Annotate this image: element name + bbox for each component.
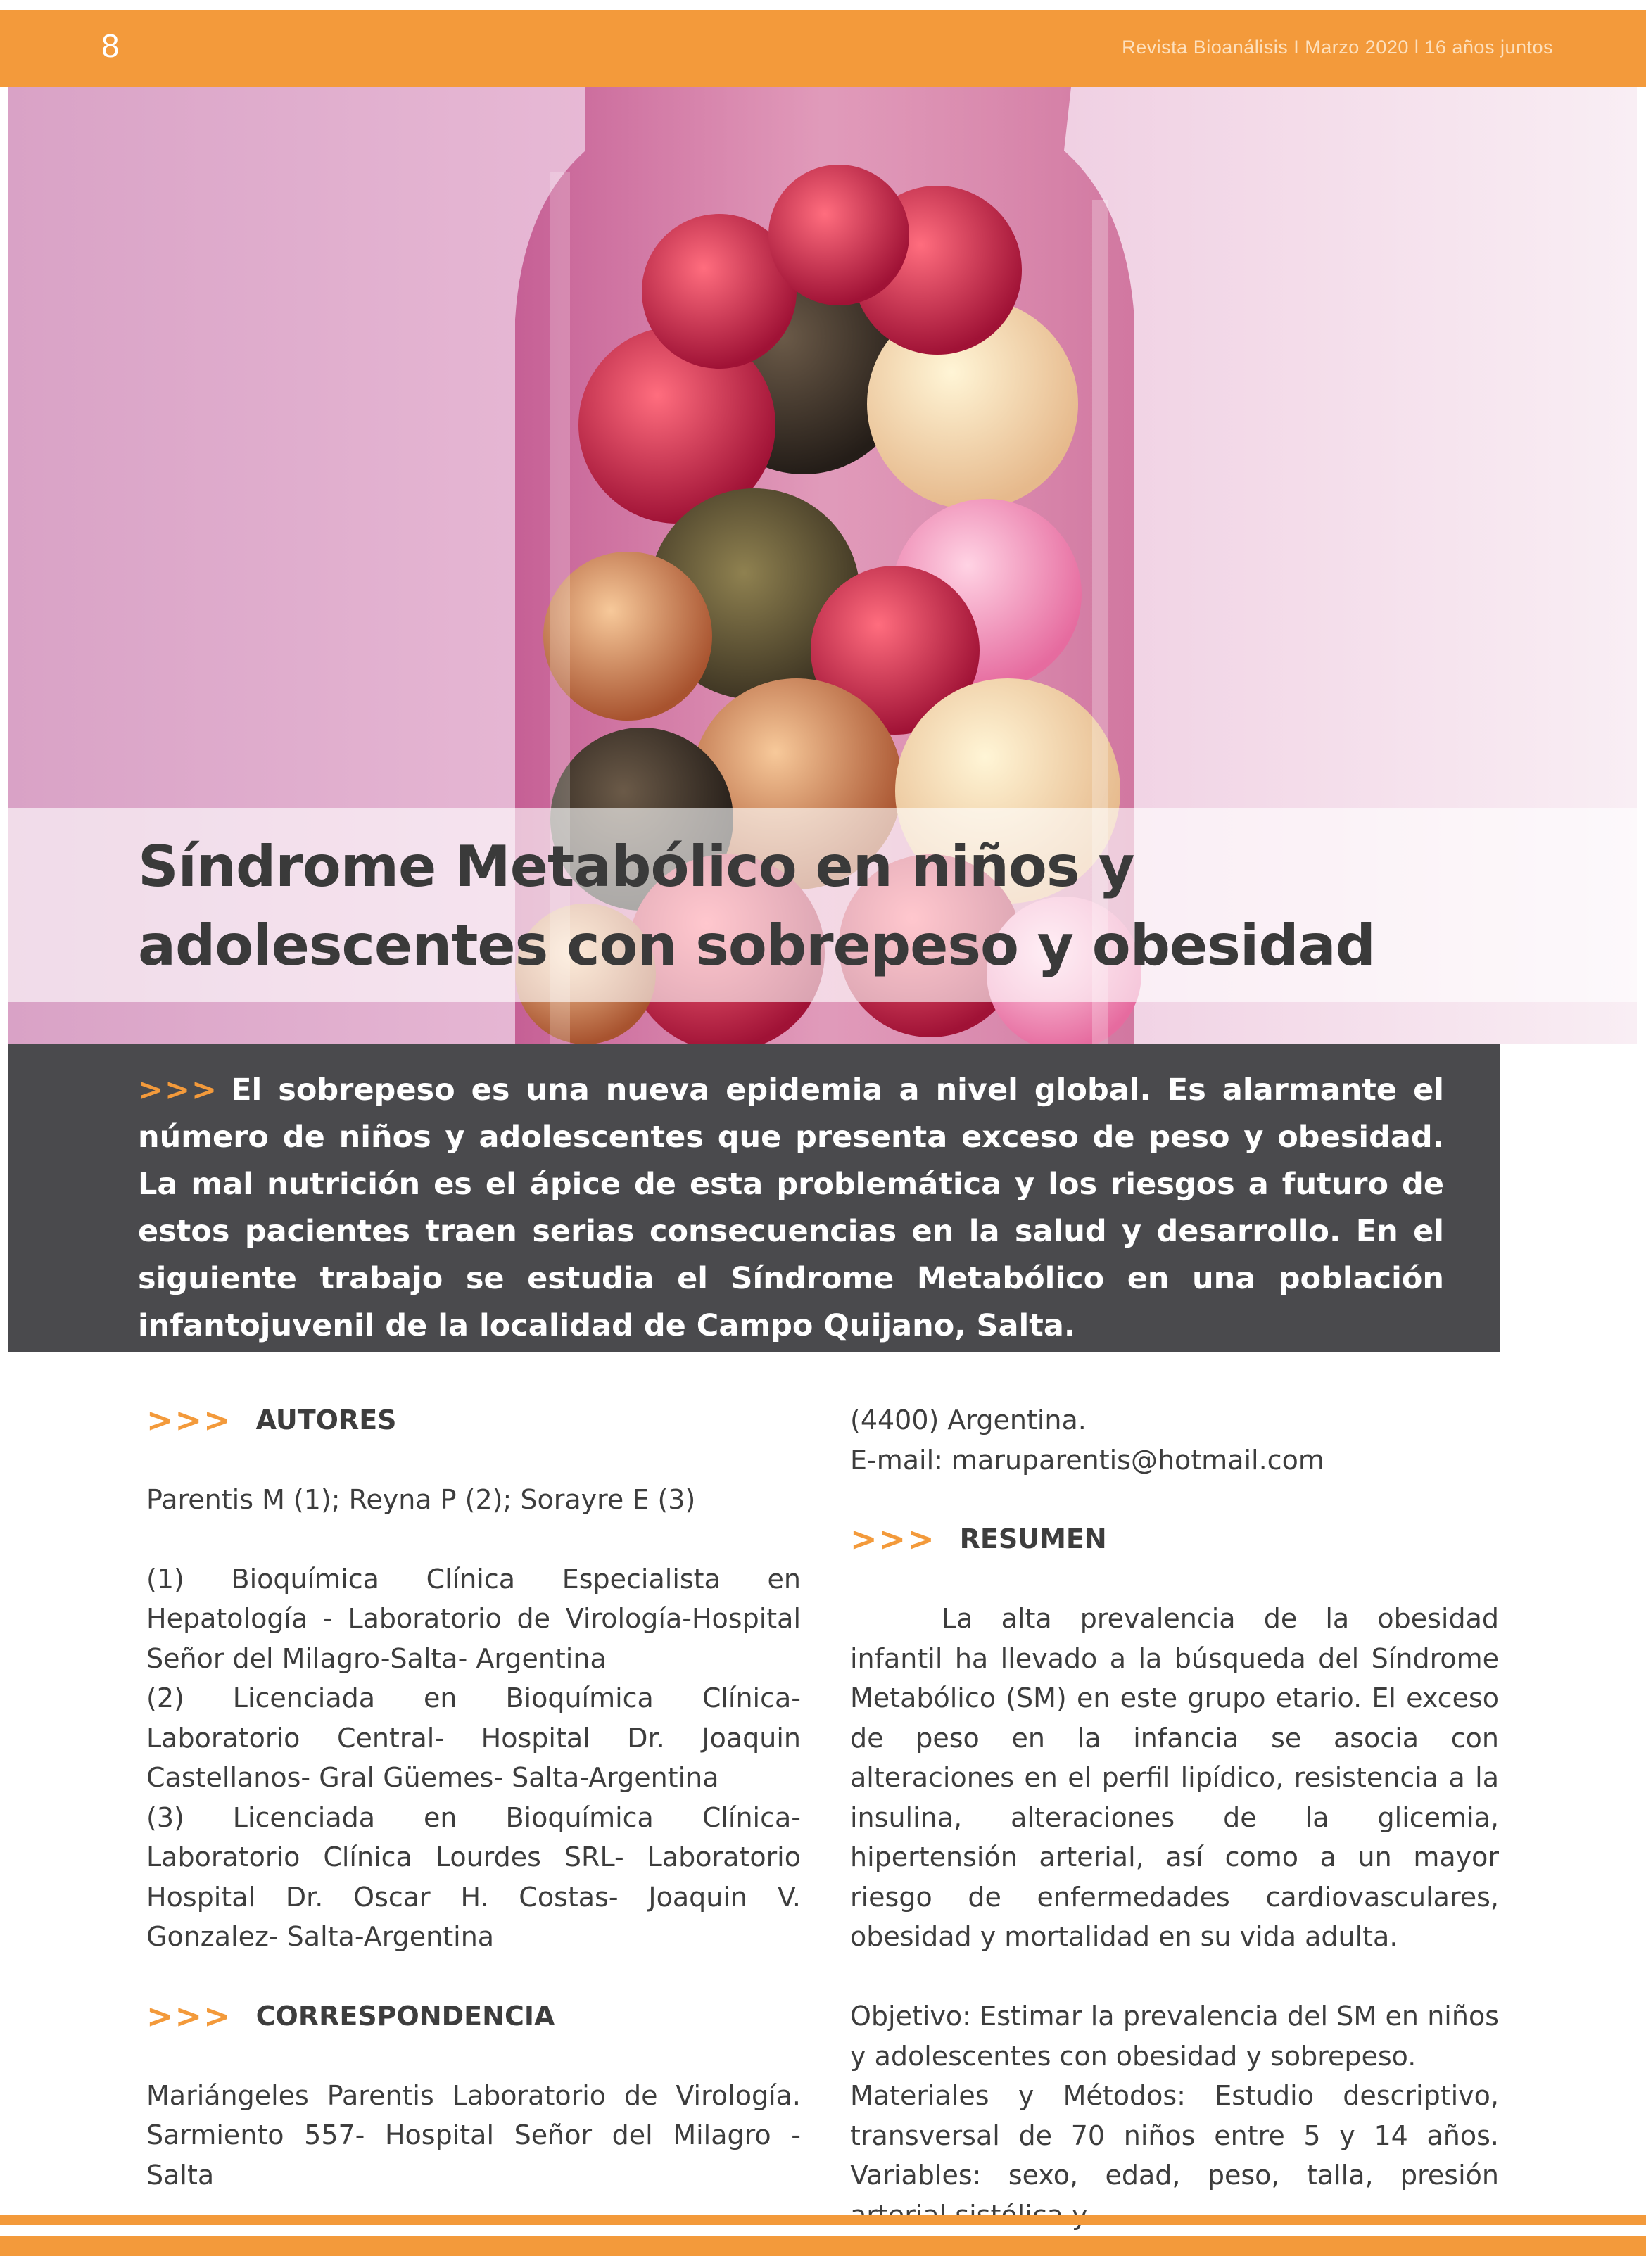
section-heading-resumen — [850, 1520, 1499, 1559]
footer-rule — [0, 2215, 1646, 2225]
section-heading-label: AUTORES — [255, 1404, 397, 1436]
correspondence-address-continued: (4400) Argentina. — [850, 1405, 1087, 1436]
footer-rule — [0, 2236, 1646, 2256]
page-number: 8 — [101, 27, 120, 64]
affiliation: (3) Licenciada en Bioquímica Clínica- Laboratorio Clínica Lourdes SRL- Laboratorio Hospital Dr. Oscar H. Costas- Joaquin V. Gonzalez- Salta-Argentina — [146, 1801, 801, 1952]
arrow-marker: >>> — [138, 1072, 219, 1108]
abstract-text: El sobrepeso es una nueva epidemia a nivel global. Es alarmante el número de niños y adolescentes que presenta exceso de peso y obesidad. La mal nutrición es el ápice de esta problemática y los riesgos a futuro de estos pacientes traen serias consecuencias en la salud y desarrollo. En el siguiente trabajo se estudia el Síndrome Metabólico en una población infantojuvenil de la localidad de Campo Quijano, Salta. — [138, 1072, 1444, 1343]
section-heading-label: CORRESPONDENCIA — [255, 2000, 555, 2032]
title-line: Síndrome Metabólico en niños y — [138, 834, 1134, 899]
left-column — [146, 1400, 801, 2195]
correspondence-address: Mariángeles Parentis Laboratorio de Virología. Sarmiento 557- Hospital Señor del Milagro - Salta — [146, 2079, 801, 2191]
affiliation: (1) Bioquímica Clínica Especialista en Hepatología - Laboratorio de Virología-Hospital Señor del Milagro-Salta- Argentina — [146, 1563, 801, 1674]
section-heading-correspondencia — [146, 1996, 801, 2036]
arrow-marker: >>> — [146, 1996, 232, 2035]
running-head: Revista Bioanálisis I Marzo 2020 l 16 años juntos — [1122, 37, 1553, 58]
title-line: adolescentes con sobrepeso y obesidad — [138, 913, 1375, 978]
section-heading-autores — [146, 1400, 801, 1440]
resumen-paragraph: La alta prevalencia de la obesidad infantil ha llevado a la búsqueda del Síndrome Metabólico (SM) en este grupo etario. El exceso de peso en la infancia se asocia con alteraciones en el perfil lipídico, resistencia a la insulina, alteraciones de la glicemia, hipertensión arterial, así como a un mayor riesgo de enfermedades cardiovasculares, obesidad y mortalidad en su vida adulta. — [850, 1603, 1499, 1952]
affiliation: (2) Licenciada en Bioquímica Clínica- Laboratorio Central- Hospital Dr. Joaquin Castellanos- Gral Güemes- Salta-Argentina — [146, 1683, 801, 1793]
arrow-marker: >>> — [146, 1400, 232, 1439]
correspondence-email: E-mail: maruparentis@hotmail.com — [850, 1444, 1324, 1476]
author-names: Parentis M (1); Reyna P (2); Sorayre E (3) — [146, 1483, 696, 1515]
article-title — [138, 828, 1475, 985]
right-column — [850, 1400, 1499, 2235]
abstract — [138, 1067, 1444, 1350]
section-heading-label: RESUMEN — [959, 1523, 1107, 1555]
resumen-objetivo: Objetivo: Estimar la prevalencia del SM en niños y adolescentes con obesidad y sobrepeso. — [850, 2001, 1499, 2072]
arrow-marker: >>> — [850, 1520, 936, 1559]
resumen-metodos: Materiales y Métodos: Estudio descriptivo, transversal de 70 niños entre 5 y 14 años. Variables: sexo, edad, peso, talla, presión — [850, 2080, 1499, 2191]
